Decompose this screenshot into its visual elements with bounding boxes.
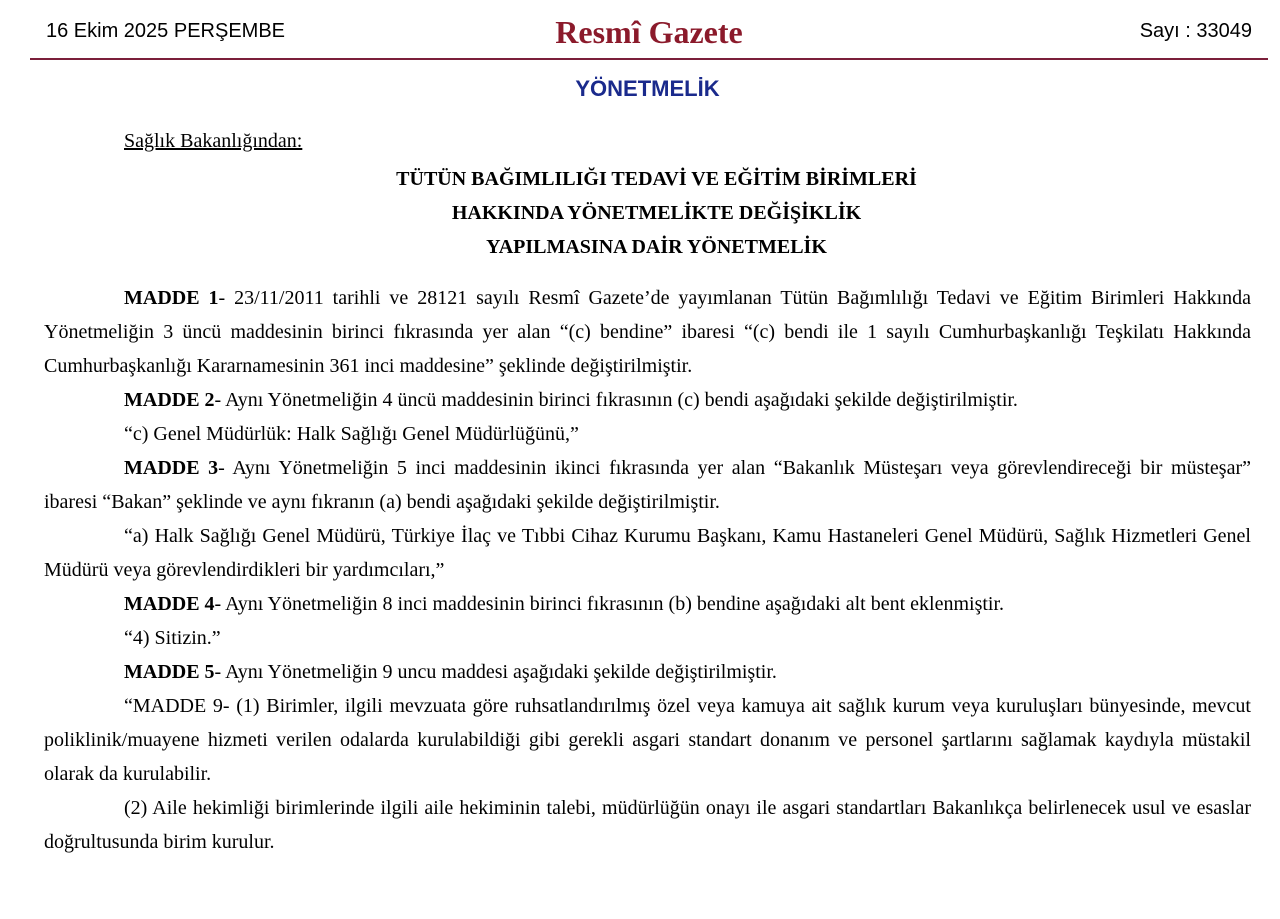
issuing-ministry: Sağlık Bakanlığından: [124, 130, 303, 152]
gazette-title: Resmî Gazete [555, 14, 743, 50]
clause-text: (2) Aile hekimliği birimlerinde ilgili aile hekiminin talebi, müdürlüğün onayı ile asgari standartları Bakanlıkça belirlenecek usul ve esaslar doğrultusunda birim kurulur. [44, 797, 1251, 853]
article-4 [44, 587, 1251, 621]
quoted-clause [44, 791, 1251, 859]
article-1 [44, 281, 1251, 383]
quoted-clause [44, 621, 1251, 655]
article-label: MADDE 4 [124, 593, 215, 615]
article-label: MADDE 2 [124, 389, 215, 411]
article-3 [44, 451, 1251, 519]
article-text: - Aynı Yönetmeliğin 8 inci maddesinin birinci fıkrasının (b) bendine aşağıdaki alt bent eklenmiştir. [214, 593, 1005, 615]
clause-text: “4) Sitizin.” [124, 627, 221, 649]
title-line: YAPILMASINA DAİR YÖNETMELİK [486, 236, 827, 258]
section-heading: YÖNETMELİK [575, 76, 720, 101]
article-label: MADDE 1 [124, 287, 219, 309]
article-text: - 23/11/2011 tarihli ve 28121 sayılı Resmî Gazete’de yayımlanan Tütün Bağımlılığı Tedavi ve Eğitim Birimleri Hakkında Yönetmeliğin 3 üncü maddesinin birinci fıkrasında yer alan “(c) bendine” ibaresi “(c) bendi ile 1 sayılı Cumhurbaşkanlığı Teşkilatı Hakkında Cumhurbaşkanlığı Kararnamesinin 361 inci maddesine” şeklinde değiştirilmiştir. [44, 287, 1251, 377]
article-label: MADDE 3 [124, 457, 219, 479]
article-text: - Aynı Yönetmeliğin 9 uncu maddesi aşağıdaki şekilde değiştirilmiştir. [214, 661, 777, 683]
title-line: HAKKINDA YÖNETMELİKTE DEĞİŞİKLİK [451, 202, 862, 224]
quoted-clause [44, 417, 1251, 451]
article-text: - Aynı Yönetmeliğin 4 üncü maddesinin birinci fıkrasının (c) bendi aşağıdaki şekilde değiştirilmiştir. [214, 389, 1018, 411]
quoted-clause [44, 689, 1251, 791]
clause-text: “MADDE 9- (1) Birimler, ilgili mevzuata göre ruhsatlandırılmış özel veya kamuya ait sağlık kurum veya kuruluşları bünyesinde, mevcut poliklinik/muayene hizmeti verilen odalarda kurulabildiği gibi gerekli asgari standart donanım ve personel şartlarını sağlamak kaydıyla müstakil olarak da kurulabilir. [44, 695, 1251, 785]
regulation-title [44, 162, 1251, 264]
title-line: TÜTÜN BAĞIMLILIĞI TEDAVİ VE EĞİTİM BİRİMLERİ [396, 168, 917, 190]
clause-text: “a) Halk Sağlığı Genel Müdürü, Türkiye İlaç ve Tıbbi Cihaz Kurumu Başkanı, Kamu Hastaneleri Genel Müdürü, Sağlık Hizmetleri Genel Müdürü veya görevlendirdikleri bir yardımcıları,” [44, 525, 1251, 581]
article-2 [44, 383, 1251, 417]
article-text: - Aynı Yönetmeliğin 5 inci maddesinin ikinci fıkrasında yer alan “Bakanlık Müsteşarı veya görevlendireceği bir müsteşar” ibaresi “Bakan” şeklinde ve aynı fıkranın (a) bendi aşağıdaki şekilde değiştirilmiştir. [44, 457, 1251, 513]
article-label: MADDE 5 [124, 661, 215, 683]
clause-text: “c) Genel Müdürlük: Halk Sağlığı Genel Müdürlüğünü,” [124, 423, 579, 445]
issue-number: Sayı : 33049 [1139, 20, 1252, 42]
gazette-header [30, 0, 1268, 60]
quoted-clause [44, 519, 1251, 587]
publication-date: 16 Ekim 2025 PERŞEMBE [46, 20, 285, 42]
article-5 [44, 655, 1251, 689]
document-body [44, 124, 1251, 859]
